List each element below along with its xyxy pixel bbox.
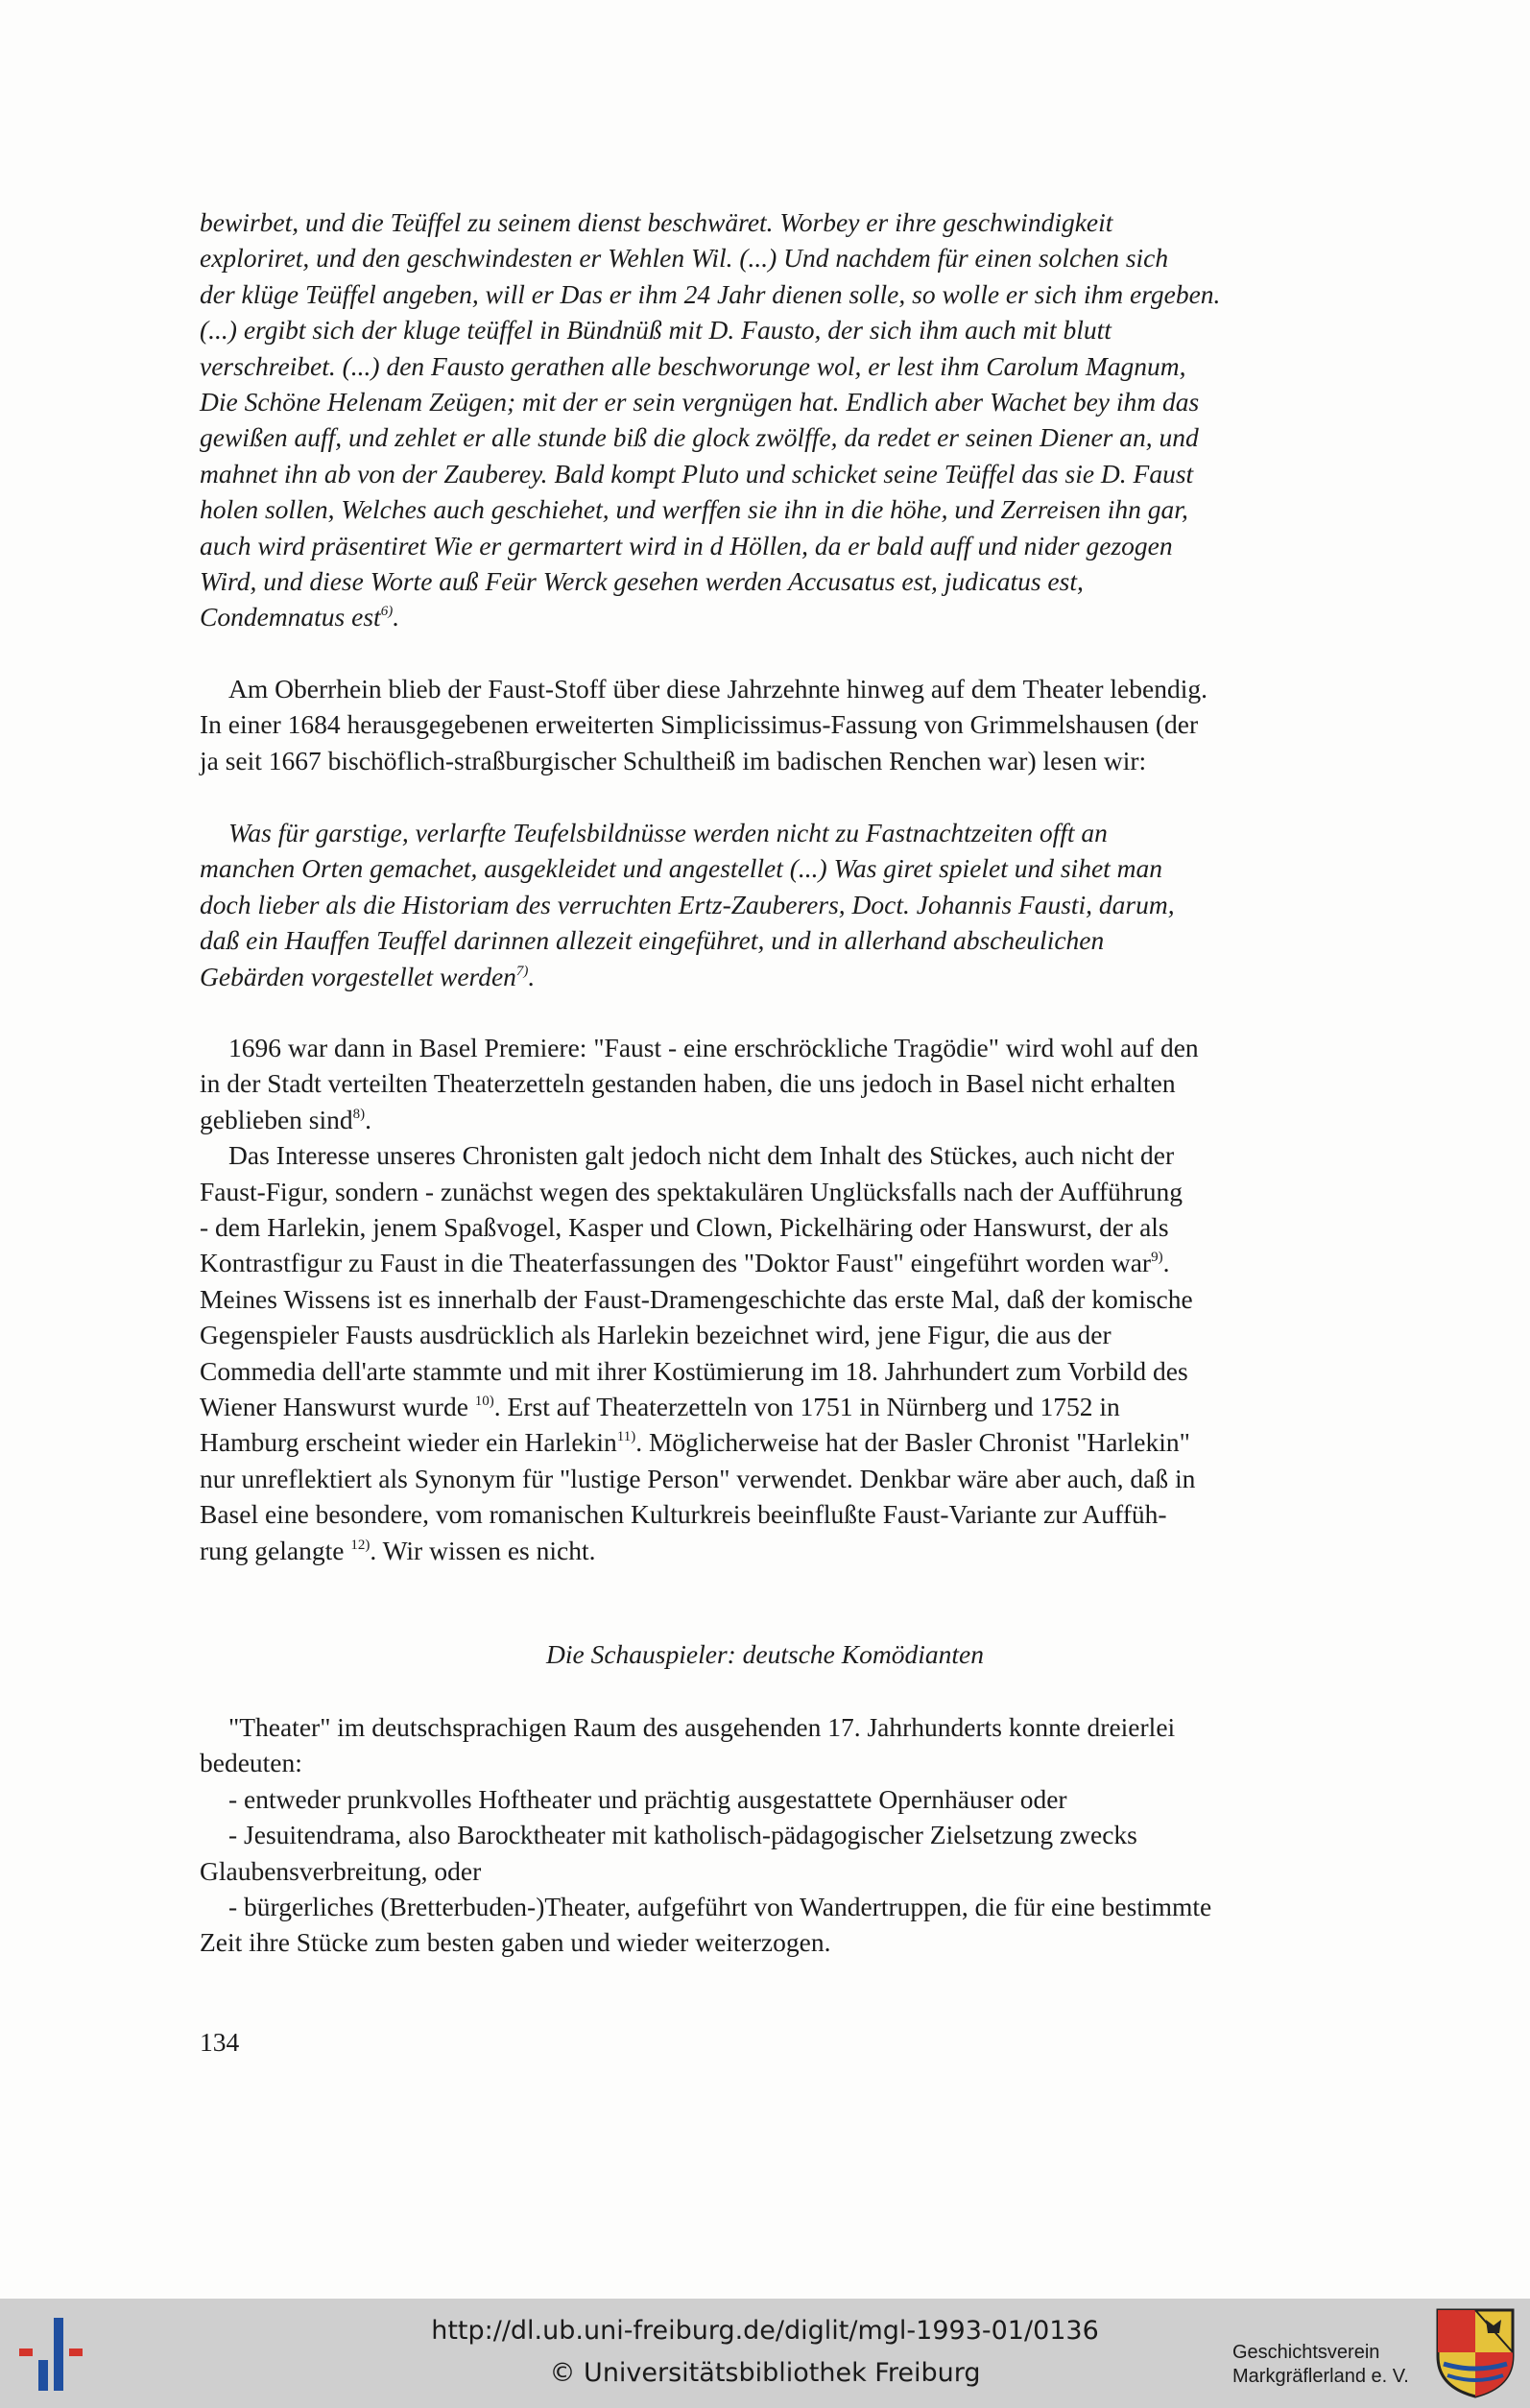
para2-line: in der Stadt verteilten Theaterzetteln gestanden haben, die uns jedoch in Basel nicht erhalten (200, 1068, 1176, 1099)
para1-line: Am Oberrhein blieb der Faust-Stoff über diese Jahrzehnte hinweg auf dem Theater lebendig. (228, 674, 1207, 703)
paragraph-1 (200, 671, 1330, 778)
para4-line: - bürgerliches (Bretterbuden-)Theater, aufgeführt von Wandertruppen, die für eine bestimmte (228, 1892, 1212, 1922)
para3-line: Gegenspieler Fausts ausdrücklich als Harlekin bezeichnet wird, jene Figur, die aus der (200, 1320, 1112, 1350)
quote2-line: Was für garstige, verlarfte Teufelsbildnüsse werden nicht zu Fastnachtzeiten offt an (228, 818, 1108, 847)
para3-line (200, 1389, 1330, 1424)
para2-end: . (365, 1104, 371, 1134)
quote1-last-line (200, 599, 1330, 634)
para1-line: ja seit 1667 bischöflich-straßburgischer Schultheiß im badischen Renchen war) lesen wir: (200, 745, 1147, 775)
para3-line (200, 1533, 1330, 1568)
quote-block-2 (200, 815, 1330, 994)
para3-line8-a: Wiener Hanswurst wurde (200, 1392, 475, 1422)
paragraph-2-3 (200, 1030, 1330, 1568)
para3-line8-b: . Erst auf Theaterzetteln von 1751 in Nürnberg und 1752 in (493, 1392, 1120, 1422)
quote1-line: Wird, und diese Worte auß Feür Werck gesehen werden Accusatus est, judicatus est, (200, 566, 1084, 597)
para3-line: Commedia dell'arte stammte und mit ihrer Kostümierung im 18. Jahrhundert zum Vorbild des (200, 1355, 1188, 1386)
quote2-line: daß ein Hauffen Teuffel darinnen allezeit eingeführet, und in allerhand abscheulichen (200, 925, 1105, 956)
para3-line (200, 1245, 1330, 1280)
society-name (1232, 2341, 1424, 2389)
para3-line: Meines Wissens ist es innerhalb der Faust-Dramengeschichte das erste Mal, daß der komische (200, 1283, 1193, 1314)
coat-of-arms-icon (1434, 2306, 1517, 2400)
quote1-line: gewißen auff, und zehlet er alle stunde biß die glock zwölffe, da redet er seinen Diener an, und (200, 422, 1199, 453)
para4-line: Zeit ihre Stücke zum besten gaben und wieder weiterzogen. (200, 1927, 831, 1958)
quote1-line: verschreibet. (...) den Fausto gerathen alle beschworunge wol, er lest ihm Carolum Magnum, (200, 350, 1186, 381)
para3-line (200, 1424, 1330, 1460)
quote1-end: . (393, 602, 400, 632)
para3-line12-a: rung gelangte (200, 1535, 351, 1565)
para4-line: - entweder prunkvolles Hoftheater und prächtig ausgestattete Opernhäuser oder (228, 1783, 1067, 1814)
quote2-line: doch lieber als die Historiam des verruchten Ertz-Zauberers, Doct. Johannis Fausti, darum, (200, 889, 1175, 919)
page-number: 134 (200, 2027, 240, 2057)
quote2-end: . (528, 961, 536, 991)
footnote-ref-11: 11) (616, 1429, 636, 1445)
para1-line: In einer 1684 herausgegebenen erweiterten Simplicissimus-Fassung von Grimmelshausen (der (200, 709, 1199, 740)
paragraph-4 (200, 1709, 1330, 1961)
para3-line: Das Interesse unseres Chronisten galt jedoch nicht dem Inhalt des Stückes, auch nicht der (228, 1140, 1175, 1171)
para4-line: bedeuten: (200, 1748, 302, 1778)
para3-line: - dem Harlekin, jenem Spaßvogel, Kasper und Clown, Pickelhäring oder Hanswurst, der als (200, 1212, 1169, 1243)
quote2-last-text: Gebärden vorgestellet werden (200, 961, 516, 991)
para3-line9-a: Hamburg erscheint wieder ein Harlekin (200, 1427, 617, 1458)
quote1-last-text: Condemnatus est (200, 602, 381, 632)
quote1-line: Die Schöne Helenam Zeügen; mit der er sein vergnügen hat. Endlich aber Wachet bey ihm das (200, 387, 1200, 417)
quote1-line: (...) ergibt sich der kluge teüffel in Bündnüß mit D. Fausto, der sich ihm auch mit blutt (200, 315, 1112, 346)
quote2-line: manchen Orten gemachet, ausgekleidet und angestellet (...) Was giret spielet und sihet man (200, 853, 1163, 884)
quote1-line: exploriret, und den geschwindesten er Wehlen Wil. (...) Und nachdem für einen solchen sich (200, 243, 1169, 274)
footer-bar (0, 2299, 1530, 2408)
para3-line4-end: . (1162, 1248, 1170, 1278)
footnote-ref-6: 6) (380, 604, 394, 620)
society-line-1: Geschichtsverein (1232, 2342, 1380, 2363)
quote1-line: holen sollen, Welches auch geschiehet, und werffen sie ihn in die höhe, und Zerreisen ihn gar, (200, 494, 1188, 525)
para2-last-line (200, 1102, 1330, 1137)
quote1-line: bewirbet, und die Teüffel zu seinem dienst beschwäret. Worbey er ihre geschwindigkeit (200, 207, 1113, 237)
para3-line9-b: . Möglicherweise hat der Basler Chronist "Harlekin" (635, 1427, 1190, 1458)
society-line-2: Markgräflerland e. V. (1232, 2366, 1409, 2387)
quote1-line: mahnet ihn ab von der Zauberey. Bald kompt Pluto und schicket seine Teüffel das sie D. Faust (200, 458, 1194, 489)
para4-line: - Jesuitendrama, also Barocktheater mit katholisch-pädagogischer Zielsetzung zwecks (228, 1820, 1137, 1850)
para2-last-text: geblieben sind (200, 1104, 353, 1134)
footnote-ref-9: 9) (1151, 1250, 1163, 1266)
footnote-ref-8: 8) (352, 1106, 366, 1122)
para3-line12-b: . Wir wissen es nicht. (370, 1535, 596, 1565)
para2-line: 1696 war dann in Basel Premiere: "Faust - eine erschröckliche Tragödie" wird wohl auf den (228, 1033, 1199, 1062)
footnote-ref-10: 10) (474, 1394, 494, 1410)
quote1-line: auch wird präsentiret Wie er germartert wird in d Höllen, da er bald auff und nider gezogen (200, 530, 1173, 560)
source-url-link[interactable]: http://dl.ub.uni-freiburg.de/diglit/mgl-1993-01/0136 (431, 2316, 1099, 2346)
quote-block-1 (200, 204, 1330, 635)
para4-line: "Theater" im deutschsprachigen Raum des ausgehenden 17. Jahrhunderts konnte dreierlei (228, 1712, 1176, 1742)
para3-line4-text: Kontrastfigur zu Faust in die Theaterfassungen des "Doktor Faust" eingeführt worden war (200, 1248, 1152, 1278)
para3-line: nur unreflektiert als Synonym für "lustige Person" verwendet. Denkbar wäre aber auch, daß in (200, 1463, 1196, 1493)
section-heading: Die Schauspieler: deutsche Komödianten (546, 1639, 984, 1669)
footnote-ref-7: 7) (515, 963, 529, 979)
para4-line: Glaubensverbreitung, oder (200, 1855, 482, 1886)
quote2-last-line (200, 959, 1330, 994)
copyright-text: © Universitätsbibliothek Freiburg (549, 2358, 981, 2388)
quote1-line: der klüge Teüffel angeben, will er Das er ihm 24 Jahr dienen solle, so wolle er sich ihm ergeben. (200, 278, 1221, 309)
para3-line: Faust-Figur, sondern - zunächst wegen des spektakulären Unglücksfalls nach der Aufführung (200, 1176, 1183, 1206)
para3-line: Basel eine besondere, vom romanischen Kulturkreis beeinflußte Faust-Variante zur Auffüh- (200, 1499, 1167, 1530)
footnote-ref-12: 12) (350, 1537, 371, 1553)
